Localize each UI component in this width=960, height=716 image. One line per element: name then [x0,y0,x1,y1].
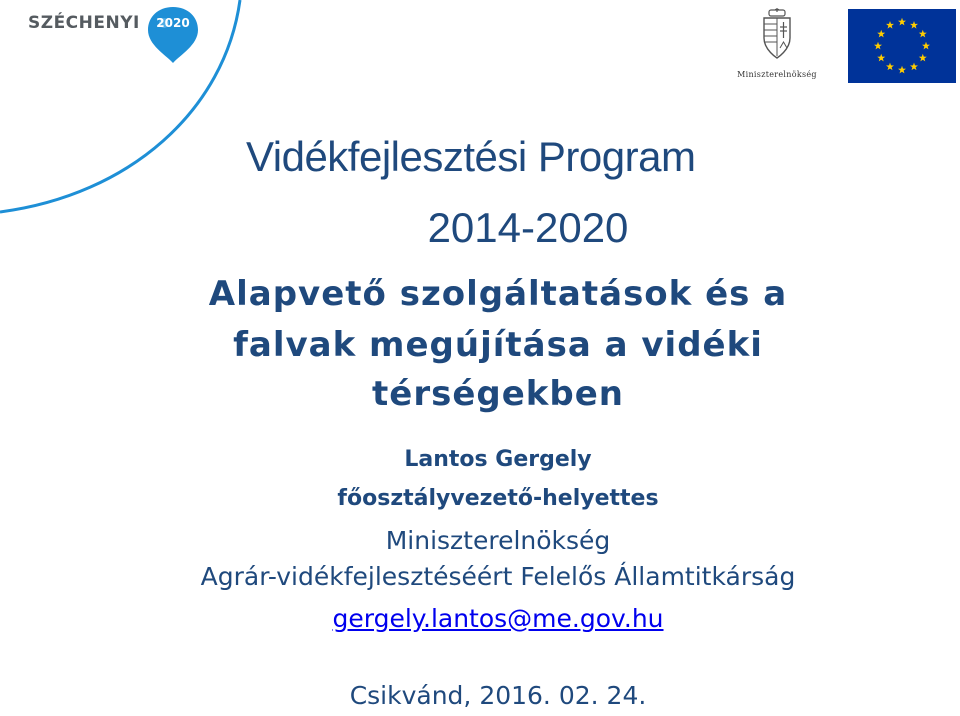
subtitle-line-1: Alapvető szolgáltatások és a [208,274,788,314]
eu-flag-icon [848,9,956,83]
presenter-email-link[interactable]: gergely.lantos@me.gov.hu [332,604,664,633]
miniszterelnokseg-logo [722,8,832,84]
main-title-line-2: 2014-2020 [427,204,629,251]
location-pin-icon [144,5,202,65]
szechenyi-year-text: 2020 [156,16,190,30]
event-place-date: Csikvánd, 2016. 02. 24. [349,681,647,710]
szechenyi-brand-text: SZÉCHENYI [28,13,140,33]
subtitle-line-3: térségekben [372,374,624,414]
hungarian-coat-of-arms-icon [722,8,832,68]
presenter-name: Lantos Gergely [404,447,592,472]
presenter-organization: Miniszterelnökség [385,526,611,555]
szechenyi-2020-logo [28,5,208,65]
presenter-position: főosztályvezető-helyettes [337,486,659,511]
main-title-line-1: Vidékfejlesztési Program [246,133,696,180]
miniszterelnokseg-label: Miniszterelnökség [737,70,817,79]
subtitle-line-2: falvak megújítása a vidéki [233,325,763,365]
presenter-department: Agrár-vidékfejlesztéséért Felelős Államtitkárság [200,562,796,591]
